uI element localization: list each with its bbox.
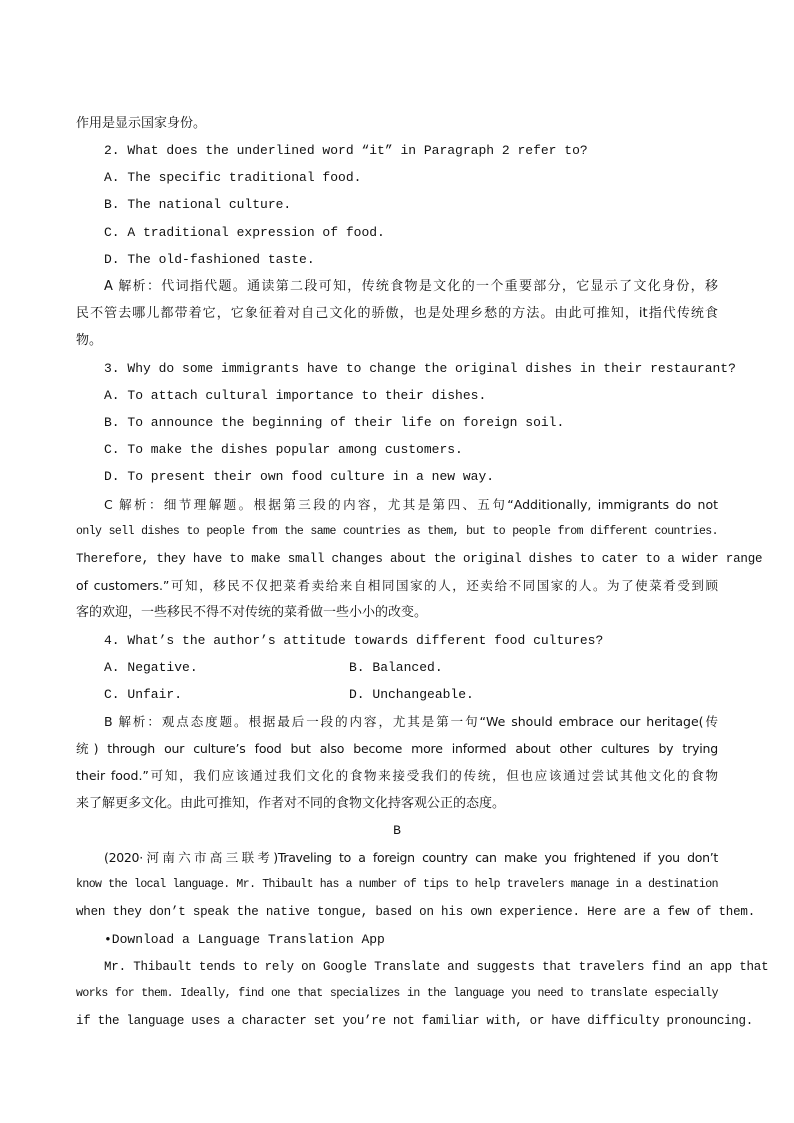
passage-b-line-6: if the language uses a character set you’re not familiar with, or have difficulty pronouncing. — [76, 1014, 753, 1028]
question-3: 3. Why do some immigrants have to change the original dishes in their restaurant? — [104, 361, 736, 376]
q2-option-c: C. A traditional expression of food. — [104, 225, 385, 240]
q4-option-d: D. Unchangeable. — [349, 687, 474, 702]
question-2: 2. What does the underlined word “it” in Paragraph 2 refer to? — [104, 143, 588, 158]
q2-analysis-line-2: 民不管去哪儿都带着它，它象征着对自己文化的骄傲，也是处理乡愁的方法。由此可推知，it指代传统食 — [76, 306, 718, 321]
q3-analysis-line-4: of customers.”可知，移民不仅把菜肴卖给来自相同国家的人，还卖给不同国家的人。为了使菜肴受到顾 — [76, 578, 718, 593]
tip-heading: •Download a Language Translation App — [104, 932, 385, 947]
q3-analysis-line-1: C 解析：细节理解题。根据第三段的内容，尤其是第四、五句“Additionally, immigrants do not — [104, 497, 718, 512]
section-heading-b: B — [393, 823, 401, 838]
q3-option-b: B. To announce the beginning of their life on foreign soil. — [104, 415, 565, 430]
q4-option-a: A. Negative. — [104, 660, 198, 675]
q4-analysis-line-1: B 解析：观点态度题。根据最后一段的内容，尤其是第一句“We should embrace our heritage(传 — [104, 714, 718, 729]
q3-option-d: D. To present their own food culture in a new way. — [104, 469, 495, 484]
q2-option-a: A. The specific traditional food. — [104, 170, 362, 185]
question-4: 4. What’s the author’s attitude towards different food cultures? — [104, 633, 604, 648]
passage-b-line-1: (2020·河南六市高三联考)Traveling to a foreign country can make you frightened if you don’t — [104, 850, 718, 865]
q3-analysis-line-3: Therefore, they have to make small changes about the original dishes to cater to a wider range — [76, 552, 763, 566]
q2-analysis-line-1: A 解析：代词指代题。通读第二段可知，传统食物是文化的一个重要部分，它显示了文化身份，移 — [104, 279, 718, 294]
answer-continuation: 作用是显示国家身份。 — [76, 116, 207, 131]
q4-analysis-line-4: 来了解更多文化。由此可推知，作者对不同的食物文化持客观公正的态度。 — [76, 796, 506, 811]
passage-b-line-4: Mr. Thibault tends to rely on Google Translate and suggests that travelers find an app that — [104, 960, 769, 974]
q3-analysis-line-5: 客的欢迎，一些移民不得不对传统的菜肴做一些小小的改变。 — [76, 605, 428, 620]
passage-b-line-3: when they don’t speak the native tongue, based on his own experience. Here are a few of them. — [76, 905, 756, 919]
q4-option-b: B. Balanced. — [349, 660, 443, 675]
q3-option-c: C. To make the dishes popular among customers. — [104, 442, 463, 457]
passage-b-line-5: works for them. Ideally, find one that specializes in the language you need to translate especially — [76, 987, 718, 1000]
q4-analysis-line-2: 统) through our culture’s food but also become more informed about other cultures by trying — [76, 741, 718, 756]
q2-option-b: B. The national culture. — [104, 197, 292, 212]
q4-option-c: C. Unfair. — [104, 687, 183, 702]
q3-option-a: A. To attach cultural importance to their dishes. — [104, 388, 487, 403]
q3-analysis-line-2: only sell dishes to people from the same countries as them, but to people from different countries. — [76, 525, 718, 538]
q2-analysis-line-3: 物。 — [76, 333, 103, 348]
q4-analysis-line-3: their food.”可知，我们应该通过我们文化的食物来接受我们的传统，但也应该通过尝试其他文化的食物 — [76, 768, 718, 783]
q2-option-d: D. The old-fashioned taste. — [104, 252, 315, 267]
passage-b-line-2: know the local language. Mr. Thibault has a number of tips to help travelers manage in a destination — [76, 878, 718, 891]
